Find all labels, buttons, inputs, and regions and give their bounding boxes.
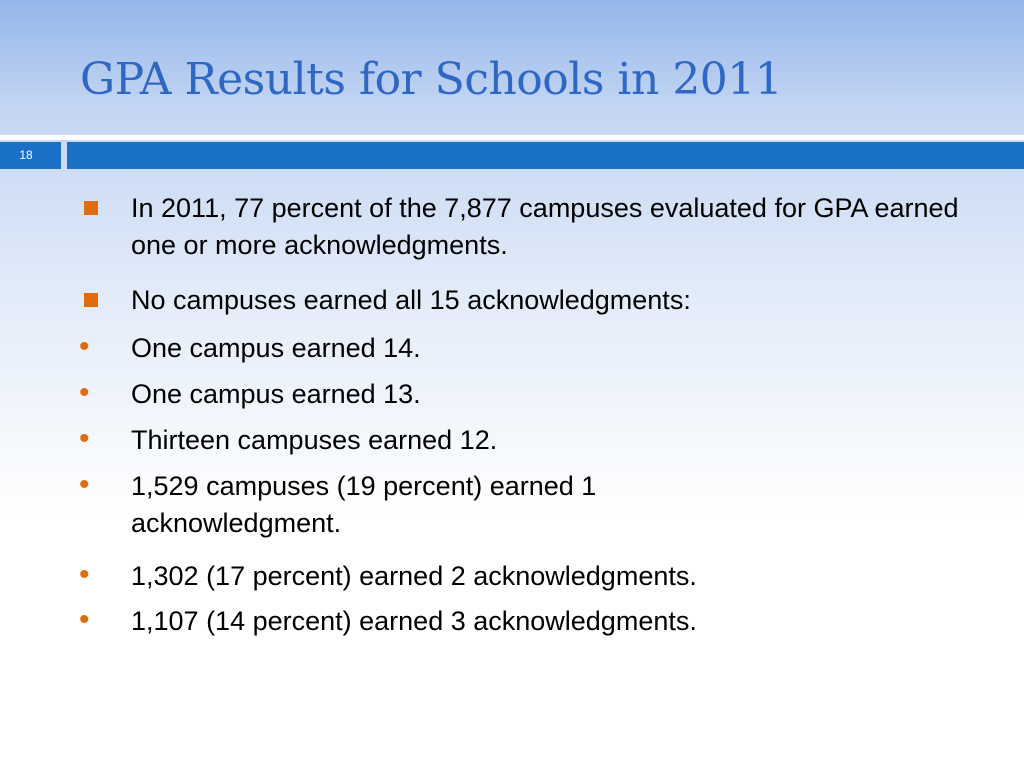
dot-bullet-icon: • [79,603,90,636]
bullet-text: 1,529 campuses (19 percent) earned 1 acknowledgment. [131,471,597,538]
bullet-text: 1,302 (17 percent) earned 2 acknowledgments. [131,561,697,591]
bullet-text: In 2011, 77 percent of the 7,877 campuses evaluated for GPA earned one or more acknowledgments. [131,193,959,260]
bullet-text: One campus earned 13. [131,379,421,409]
bullet-text: No campuses earned all 15 acknowledgments: [131,285,691,315]
square-bullet-icon [84,293,98,307]
dot-bullet-icon: • [79,468,90,501]
bullet-text: 1,107 (14 percent) earned 3 acknowledgments. [131,606,697,636]
slide-number: 18 [19,148,33,162]
bullet-text: One campus earned 14. [131,333,421,363]
dot-bullet-icon: • [79,330,90,363]
title-divider [0,135,1024,140]
header-bar [67,142,1024,169]
bullet-text: Thirteen campuses earned 12. [131,425,498,455]
slide-title: GPA Results for Schools in 2011 [80,54,783,105]
dot-bullet-icon: • [79,558,90,591]
dot-bullet-icon: • [79,422,90,455]
square-bullet-icon [84,201,98,215]
dot-bullet-icon: • [79,376,90,409]
